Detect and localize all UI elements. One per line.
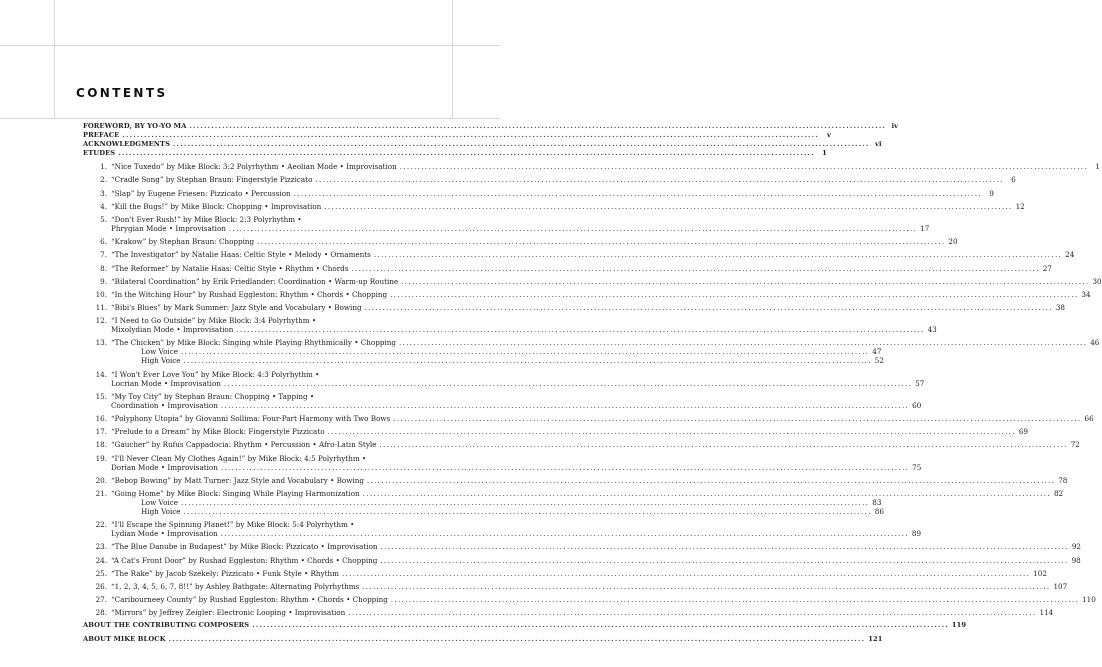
toc-entry (83, 608, 1054, 618)
page-number: 110 (1082, 595, 1096, 605)
entry-title: “Going Home” by Mike Block: Singing While Playing Harmonization (111, 488, 360, 498)
etude-number: 1. (100, 162, 107, 172)
entry-title: “Gaucher” by Rufus Cappadocia: Rhythm • Percussion • Afro-Latin Style (111, 440, 377, 450)
page-number: 83 (872, 497, 882, 507)
entry-title: “My Toy City” by Stephan Braun: Chopping • Tapping • (111, 391, 315, 401)
page-number: 75 (912, 462, 922, 472)
dot-leader: ................................................................................................................................................................................................ (118, 149, 815, 157)
dot-leader: ................................................................................................................................................................................................ (362, 581, 1051, 591)
entry-title: “I Won't Ever Love You” by Mike Block: 4:3 Polyrhythm • (111, 369, 320, 379)
toc-entry-continuation (83, 223, 930, 233)
section-title: ACKNOWLEDGMENTS (83, 140, 171, 148)
dot-leader: ................................................................................................................................................................................................ (223, 378, 913, 388)
toc-section-foreword (83, 122, 899, 131)
decorative-rule-right (452, 0, 453, 118)
dot-leader: ................................................................................................................................................................................................ (401, 276, 1090, 286)
toc-entry (83, 568, 1047, 578)
etude-number: 26. (95, 581, 107, 591)
entry-title: “Nice Tuxedo” by Mike Block: 3:2 Polyrhythm • Aeolian Mode • Improvisation (111, 162, 397, 172)
toc-entry (83, 555, 1081, 565)
dot-leader: ................................................................................................................................................................................................ (341, 568, 1031, 578)
entry-title: “I Need to Go Outside” by Mike Block: 3:4 Polyrhythm • (111, 316, 317, 326)
etude-number: 27. (95, 595, 107, 605)
etude-number: 20. (95, 475, 107, 485)
toc-entry (83, 595, 1096, 605)
toc-section-about (83, 634, 883, 644)
dot-leader: ................................................................................................................................................................................................ (380, 555, 1069, 565)
entry-title: “Polyphony Utopia” by Giovanni Sollima: Four-Part Harmony with Two Bows (111, 414, 391, 423)
page-number: 9 (989, 188, 994, 198)
entry-title: “Prelude to a Dream” by Mike Block: Fingerstyle Pizzicato (111, 427, 325, 437)
toc-section-acknowledgments (83, 140, 882, 149)
entry-title: “A Cat's Front Door” by Rushad Eggleston: Rhythm • Chords • Chopping (111, 555, 378, 565)
page-number: 43 (927, 325, 937, 335)
decorative-rule-left (54, 0, 55, 118)
toc-entry (83, 175, 1016, 185)
etude-number: 12. (95, 316, 107, 326)
etude-number: 9. (100, 276, 107, 286)
dot-leader: ................................................................................................................................................................................................ (364, 303, 1053, 313)
toc-entry-continuation (83, 400, 922, 410)
entry-title: Low Voice (141, 497, 178, 507)
toc-entry (83, 289, 1091, 299)
page-number: 30 (1092, 276, 1102, 286)
page-number: 98 (1071, 555, 1081, 565)
dot-leader: ................................................................................................................................................................................................ (183, 506, 872, 516)
toc-entry (83, 276, 1102, 286)
page-number: 20 (948, 237, 958, 247)
toc-entry (83, 440, 1080, 450)
page-number: 114 (1039, 608, 1054, 618)
entry-title: “The Rake” by Jacob Szekely: Pizzicato • Funk Style • Rhythm (111, 568, 339, 578)
entry-title: Phrygian Mode • Improvisation (111, 223, 226, 233)
toc-entry (83, 316, 418, 325)
page-number: 82 (1053, 488, 1064, 498)
dot-leader: ................................................................................................................................................................................................ (173, 140, 870, 148)
etude-number: 2. (100, 175, 107, 185)
page-number: 57 (915, 378, 925, 388)
entry-title: Dorian Mode • Improvisation (111, 462, 218, 472)
page-number: 12 (1015, 201, 1025, 211)
dot-leader: ................................................................................................................................................................................................ (293, 188, 982, 198)
dot-leader: ................................................................................................................................................................................................ (393, 414, 1082, 423)
dot-leader: ................................................................................................................................................................................................ (379, 440, 1068, 450)
etude-number: 13. (95, 338, 107, 348)
toc-entry (83, 237, 958, 247)
page-number: 60 (912, 400, 922, 410)
page-number: 72 (1070, 440, 1080, 450)
entry-title: “Slap” by Eugene Friesen: Pizzicato • Percussion (111, 188, 291, 198)
page-number: 27 (1042, 263, 1052, 273)
entry-title: “The Investigator” by Natalie Haas: Celtic Style • Melody • Ornaments (111, 250, 371, 260)
page-number: 86 (874, 506, 884, 516)
page-number: 1 (1095, 162, 1100, 172)
etude-number: 21. (95, 488, 107, 498)
entry-title: “Don't Ever Rush!” by Mike Block: 2:3 Polyrhythm • (111, 214, 302, 224)
toc-entry (83, 581, 1068, 591)
page-number: 47 (872, 347, 882, 357)
toc-entry (83, 188, 994, 198)
dot-leader: ................................................................................................................................................................................................ (183, 356, 872, 366)
page-number: 107 (1053, 581, 1068, 591)
page-number: 78 (1058, 475, 1068, 485)
dot-leader: ................................................................................................................................................................................................ (366, 475, 1056, 485)
page-number: iv (891, 122, 899, 130)
toc-entry (83, 162, 1100, 172)
toc-entry (83, 454, 418, 463)
etude-number: 8. (100, 263, 107, 273)
dot-leader: ................................................................................................................................................................................................ (373, 250, 1063, 260)
section-title: ABOUT THE CONTRIBUTING COMPOSERS (83, 621, 250, 630)
etude-number: 6. (100, 237, 107, 247)
dot-leader: ................................................................................................................................................................................................ (228, 223, 918, 233)
toc-entry (83, 427, 1028, 437)
dot-leader: ................................................................................................................................................................................................ (380, 542, 1069, 552)
dot-leader: ................................................................................................................................................................................................ (390, 289, 1079, 299)
table-of-contents (83, 122, 1102, 648)
etude-number: 19. (95, 453, 107, 463)
toc-entry-continuation (83, 378, 925, 388)
dot-leader: ................................................................................................................................................................................................ (180, 347, 870, 357)
page-number: 52 (874, 356, 884, 366)
etude-number: 25. (95, 568, 107, 578)
etude-number: 5. (100, 214, 107, 224)
entry-title: “Bibi's Blues” by Mark Summer: Jazz Style and Vocabulary • Bowing (111, 303, 362, 313)
toc-entry (83, 303, 1065, 313)
toc-entry (83, 370, 418, 379)
entry-title: “The Blue Danube in Budapest” by Mike Block: Pizzicato • Improvisation (111, 542, 378, 552)
toc-entry (83, 338, 1100, 348)
entry-title: High Voice (141, 506, 181, 516)
toc-subentry (83, 506, 884, 516)
page-number: 102 (1033, 568, 1047, 578)
page-number: 17 (920, 223, 930, 233)
dot-leader: ................................................................................................................................................................................................ (257, 237, 946, 247)
entry-title: “Bilateral Coordination” by Erik Friedlander: Coordination • Warm-up Routine (111, 276, 399, 286)
page-number: 66 (1084, 414, 1094, 423)
etude-number: 24. (95, 555, 107, 565)
page-number: v (826, 131, 831, 139)
dot-leader: ................................................................................................................................................................................................ (399, 162, 1088, 172)
etude-number: 17. (95, 427, 107, 437)
dot-leader: ................................................................................................................................................................................................ (324, 201, 1013, 211)
entry-title: High Voice (141, 356, 181, 366)
entry-title: “Cradle Song” by Stephan Braun: Fingerstyle Pizzicato (111, 175, 313, 185)
toc-entry (83, 488, 1064, 498)
etude-number: 16. (95, 414, 107, 423)
section-title: FOREWORD, BY YO-YO MA (83, 122, 187, 130)
toc-entry-continuation (83, 325, 937, 335)
dot-leader: ................................................................................................................................................................................................ (168, 634, 866, 643)
toc-entry (83, 201, 1025, 211)
toc-subentry (83, 347, 882, 357)
entry-title: “I'll Escape the Spinning Planet!” by Mike Block: 5:4 Polyrhythm • (111, 520, 355, 530)
page-number: 24 (1065, 250, 1075, 260)
etude-number: 15. (95, 391, 107, 401)
page-title: CONTENTS (76, 86, 168, 100)
dot-leader: ................................................................................................................................................................................................ (220, 462, 910, 472)
dot-leader: ................................................................................................................................................................................................ (220, 400, 910, 410)
toc-entry (83, 520, 418, 529)
toc-section-composers (83, 621, 967, 630)
entry-title: “Krakow” by Stephan Braun: Chopping (111, 237, 255, 247)
toc-entry (83, 263, 1052, 273)
dot-leader: ................................................................................................................................................................................................ (236, 325, 925, 335)
dot-leader: ................................................................................................................................................................................................ (398, 338, 1088, 348)
page-number: vi (875, 140, 882, 148)
dot-leader: ................................................................................................................................................................................................ (390, 595, 1080, 605)
etude-number: 28. (95, 608, 107, 618)
entry-title: Locrian Mode • Improvisation (111, 378, 221, 388)
etude-number: 14. (95, 369, 107, 379)
page-number: 1 (822, 149, 827, 157)
dot-leader: ................................................................................................................................................................................................ (362, 488, 1051, 498)
toc-entry (83, 215, 418, 224)
etude-number: 7. (100, 250, 107, 260)
etude-number: 23. (95, 542, 107, 552)
toc-entry (83, 542, 1081, 552)
page-number: 38 (1055, 303, 1065, 313)
dot-leader: ................................................................................................................................................................................................ (327, 427, 1016, 437)
etude-number: 3. (100, 188, 107, 198)
etude-number: 10. (95, 289, 107, 299)
toc-subentry (83, 497, 882, 507)
toc-entry (83, 475, 1068, 485)
toc-subentry (83, 356, 884, 366)
entry-title: Mixolydian Mode • Improvisation (111, 325, 234, 335)
dot-leader: ................................................................................................................................................................................................ (252, 621, 949, 630)
section-title: PREFACE (83, 131, 120, 139)
entry-title: Coordination • Improvisation (111, 400, 218, 410)
entry-title: Low Voice (141, 347, 178, 357)
decorative-rule-mid (0, 118, 500, 119)
toc-entry (83, 414, 1094, 423)
page-number: 46 (1090, 338, 1100, 348)
entry-title: “Kill the Bugs!” by Mike Block: Chopping • Improvisation (111, 201, 322, 211)
toc-section-preface (83, 131, 831, 140)
entry-title: Lydian Mode • Improvisation (111, 529, 218, 539)
page-number: 6 (1011, 175, 1016, 185)
dot-leader: ................................................................................................................................................................................................ (122, 131, 819, 139)
etude-number: 22. (95, 520, 107, 530)
toc-entry (83, 250, 1075, 260)
entry-title: “Mirrors” by Jeffrey Zeigler: Electronic Looping • Improvisation (111, 608, 346, 618)
entry-title: “In the Witching Hour” by Rushad Eggleston: Rhythm • Chords • Chopping (111, 289, 388, 299)
page-number: 34 (1081, 289, 1091, 299)
toc-entry-continuation (83, 462, 922, 472)
toc-entry (83, 392, 418, 401)
entry-title: “1, 2, 3, 4, 5, 6, 7, 8!!” by Ashley Bathgate: Alternating Polyrhythms (111, 581, 360, 591)
decorative-rule-top (0, 45, 500, 46)
section-title: ABOUT MIKE BLOCK (83, 634, 166, 643)
entry-title: “Caribourneey County” by Rushad Eggleston: Rhythm • Chords • Chopping (111, 595, 388, 605)
dot-leader: ................................................................................................................................................................................................ (315, 175, 1004, 185)
entry-title: “The Chicken” by Mike Block: Singing while Playing Rhythmically • Chopping (111, 338, 396, 348)
etude-number: 11. (95, 303, 107, 313)
page-number: 121 (868, 634, 883, 643)
page-number: 69 (1018, 427, 1028, 437)
dot-leader: ................................................................................................................................................................................................ (220, 529, 909, 539)
dot-leader: ................................................................................................................................................................................................ (189, 122, 887, 130)
dot-leader: ................................................................................................................................................................................................ (348, 608, 1037, 618)
section-title: ETUDES (83, 149, 116, 157)
toc-section-etudes (83, 149, 827, 158)
etude-number: 4. (100, 201, 107, 211)
entry-title: “Bebop Bowing” by Matt Turner: Jazz Style and Vocabulary • Bowing (111, 475, 364, 485)
dot-leader: ................................................................................................................................................................................................ (180, 497, 870, 507)
page-number: 89 (911, 529, 922, 539)
entry-title: “I'll Never Clean My Clothes Again!” by Mike Block: 4:5 Polyrhythm • (111, 453, 367, 463)
entry-title: “The Reformer” by Natalie Haas: Celtic Style • Rhythm • Chords (111, 263, 349, 273)
page-number: 119 (951, 621, 967, 630)
etude-number: 18. (95, 440, 107, 450)
page-number: 92 (1071, 542, 1081, 552)
dot-leader: ................................................................................................................................................................................................ (351, 263, 1040, 273)
toc-entry-continuation (83, 529, 922, 539)
